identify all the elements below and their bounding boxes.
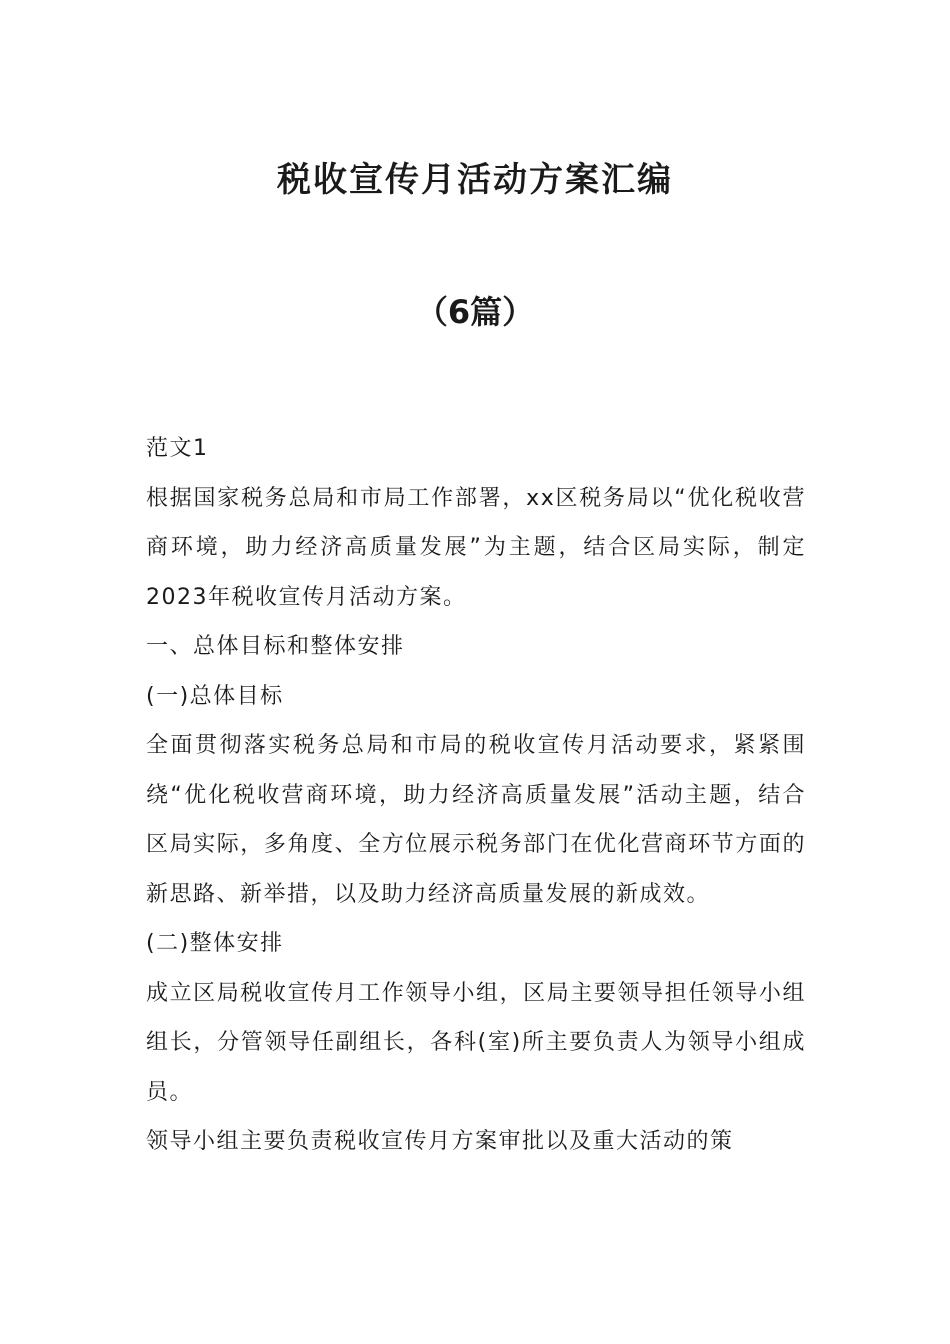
document-title: 税收宣传月活动方案汇编 — [277, 160, 673, 200]
intro-paragraph: 根据国家税务总局和市局工作部署，xx区税务局以“优化税收营商环境，助力经济高质量发展”为主题，结合区局实际，制定2023年税收宣传月活动方案。 — [146, 485, 806, 610]
goal-paragraph: 全面贯彻落实税务总局和市局的税收宣传月活动要求，紧紧围绕“优化税收营商环境，助力经济高质量发展”活动主题，结合区局实际，多角度、全方位展示税务部门在优化营商环节方面的新思路、新举措，以及助力经济高质量发展的新成效。 — [146, 733, 806, 907]
heading-overall: 一、总体目标和整体安排 — [146, 634, 405, 659]
subheading-arrangement: (二)整体安排 — [146, 931, 284, 956]
document-subtitle: （6篇） — [415, 293, 535, 331]
document-body — [146, 424, 806, 1167]
section-label: 范文1 — [146, 436, 209, 461]
subheading-goal: (一)总体目标 — [146, 683, 284, 709]
arrangement-paragraph: 成立区局税收宣传月工作领导小组，区局主要领导担任领导小组组长，分管领导任副组长，各科(室)所主要负责人为领导小组成员。 — [146, 980, 806, 1105]
leadership-paragraph: 领导小组主要负责税收宣传月方案审批以及重大活动的策 — [146, 1129, 734, 1154]
